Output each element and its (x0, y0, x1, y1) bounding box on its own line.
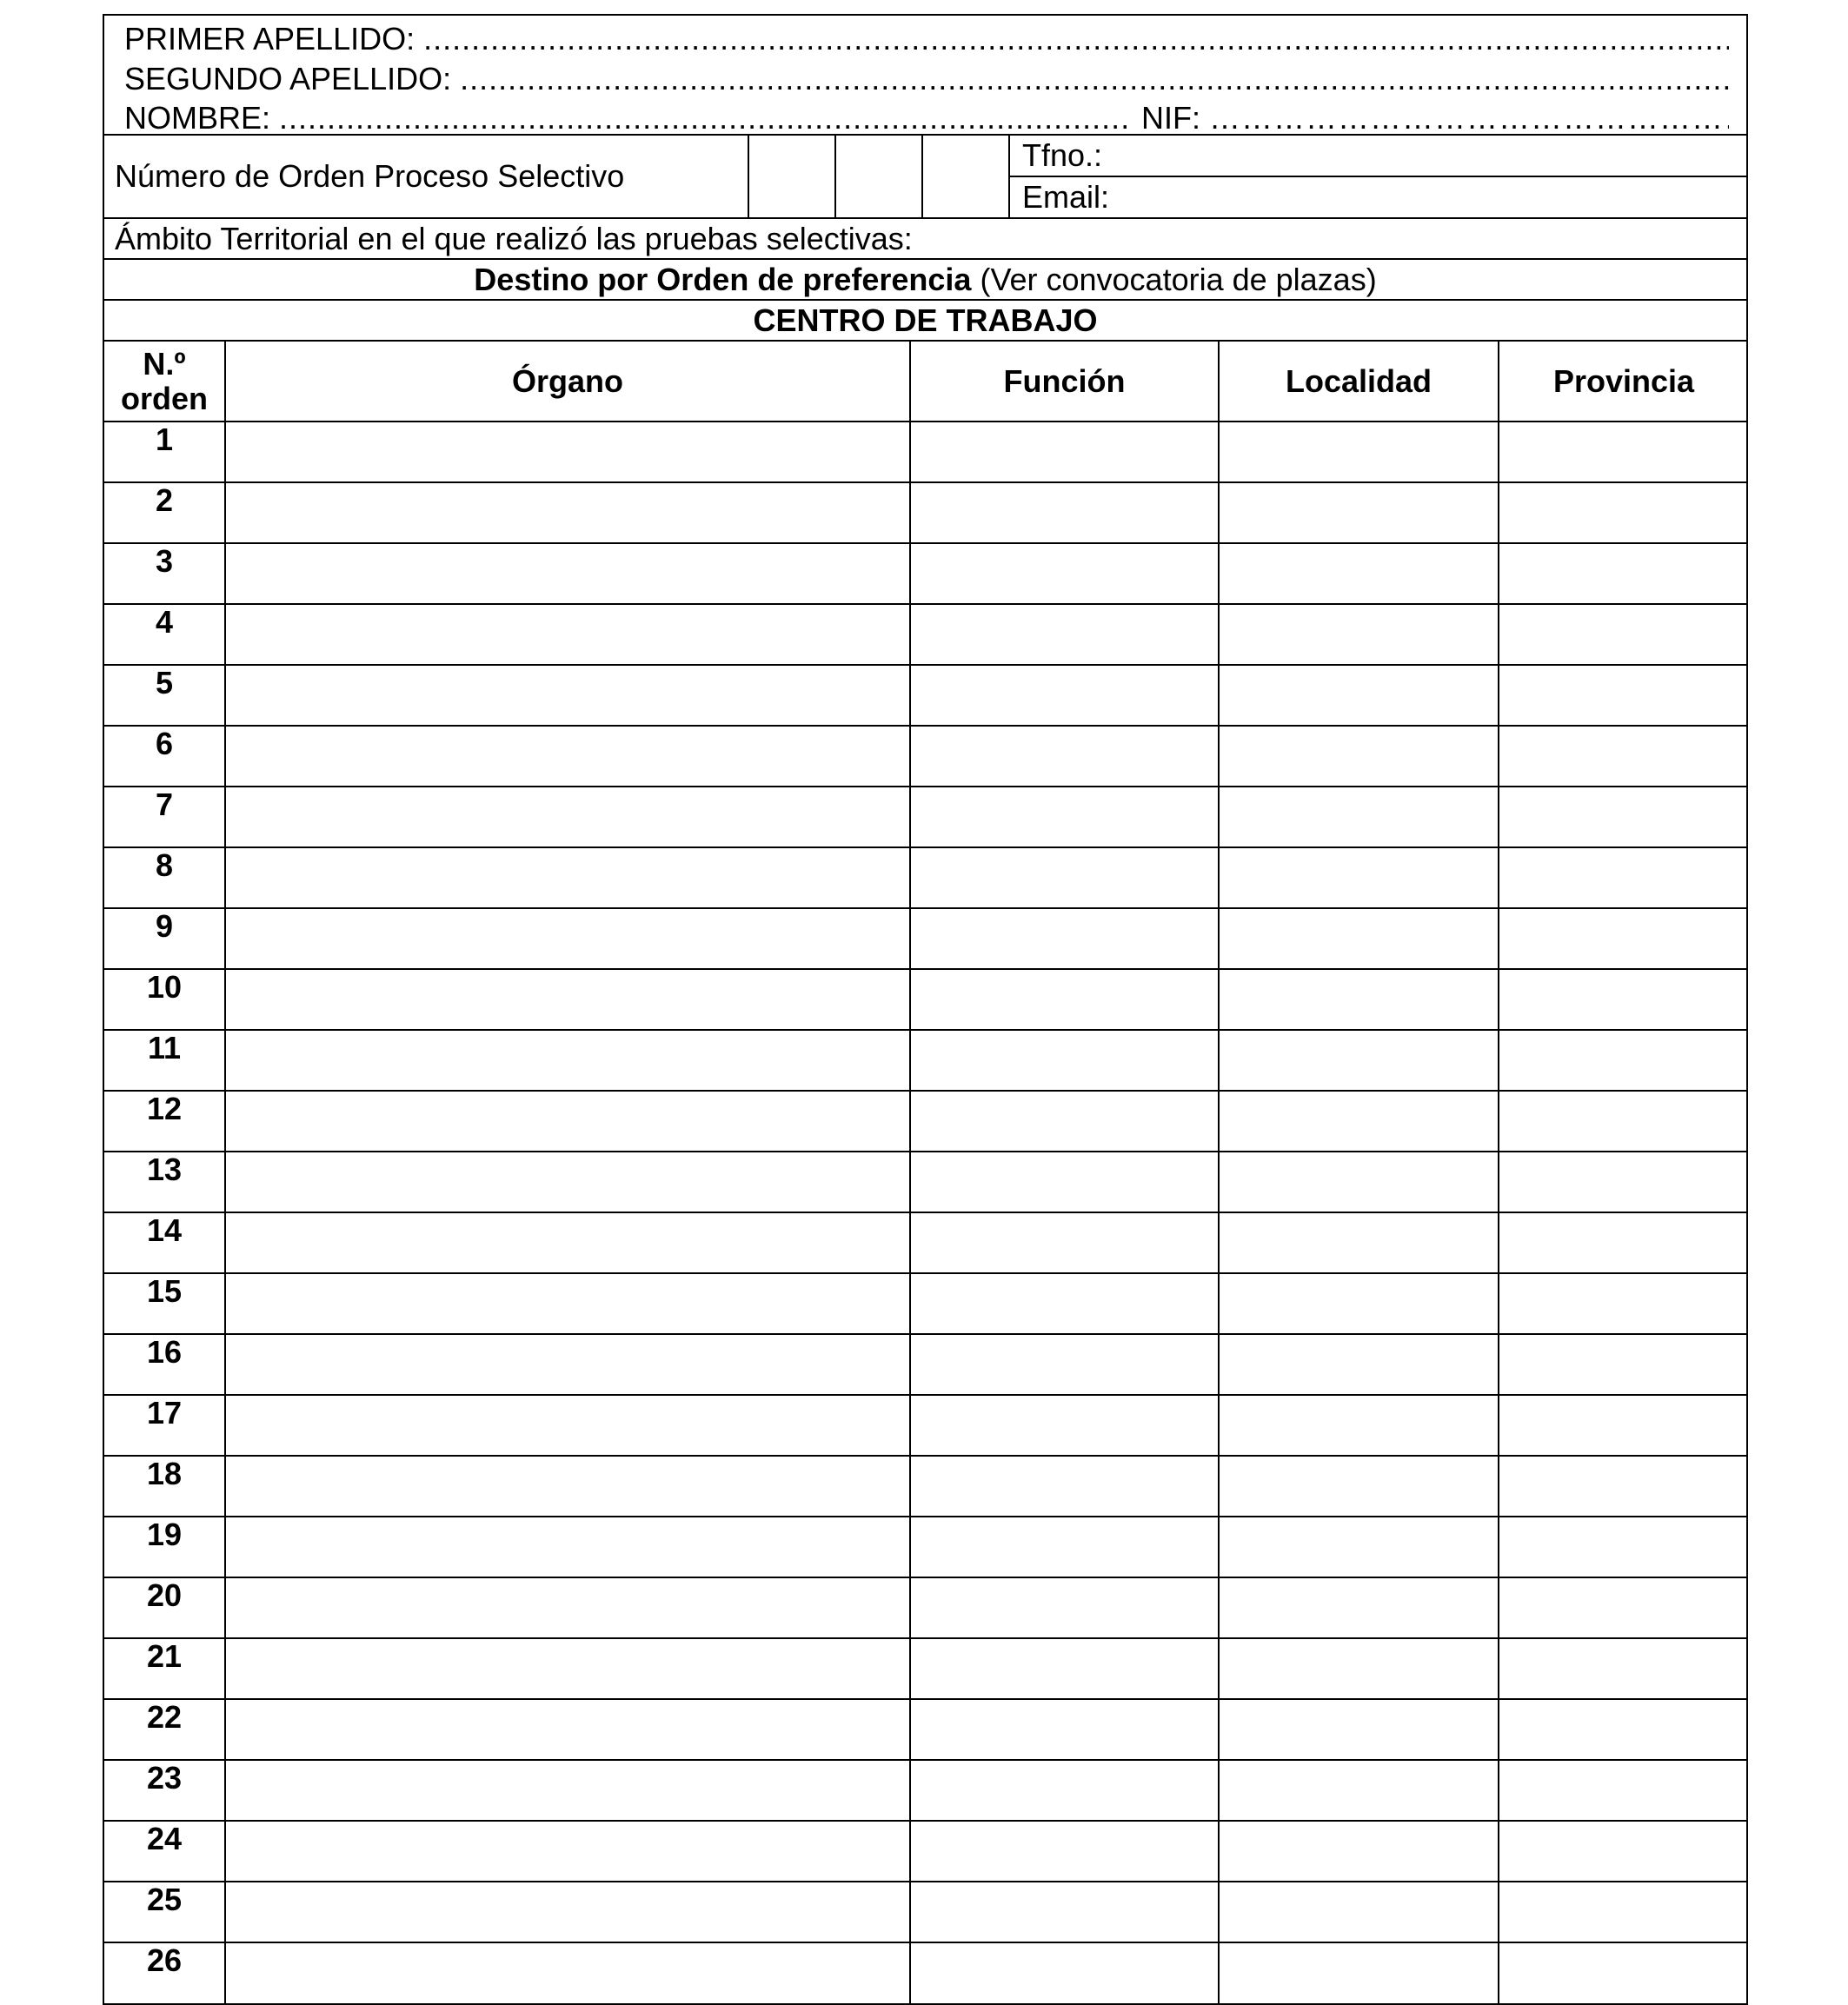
provincia-cell[interactable] (1499, 1577, 1748, 1638)
col-header-localidad: Localidad (1219, 342, 1499, 422)
table-row (104, 1091, 1748, 1152)
row-number: 24 (104, 1821, 225, 1882)
provincia-cell[interactable] (1499, 482, 1748, 543)
row-number: 17 (104, 1395, 225, 1456)
table-row (104, 543, 1748, 604)
table-row (104, 1273, 1748, 1334)
table-row (104, 1152, 1748, 1212)
row-number: 11 (104, 1030, 225, 1091)
organo-cell[interactable] (225, 1091, 910, 1152)
table-header-row (104, 342, 1748, 422)
segundo-apellido-field[interactable] (460, 59, 1729, 99)
destino-heading-note: (Ver convocatoria de plazas) (980, 261, 1377, 297)
funcion-cell[interactable] (910, 1030, 1219, 1091)
organo-cell[interactable] (225, 847, 910, 908)
funcion-cell[interactable] (910, 482, 1219, 543)
segundo-apellido-label: SEGUNDO APELLIDO: (124, 60, 452, 96)
organo-cell[interactable] (225, 1699, 910, 1760)
funcion-cell[interactable] (910, 1882, 1219, 1942)
funcion-cell[interactable] (910, 1334, 1219, 1395)
funcion-cell[interactable] (910, 1638, 1219, 1699)
orden-digit-box-1[interactable] (749, 136, 836, 217)
localidad-cell[interactable] (1219, 1882, 1499, 1942)
localidad-cell[interactable] (1219, 1030, 1499, 1091)
provincia-cell[interactable] (1499, 1882, 1748, 1942)
nombre-field[interactable] (279, 98, 1131, 138)
row-number: 4 (104, 604, 225, 665)
table-row (104, 1638, 1748, 1699)
row-number: 14 (104, 1212, 225, 1273)
funcion-cell[interactable] (910, 665, 1219, 726)
personal-data-block (104, 16, 1746, 136)
localidad-cell[interactable] (1219, 1395, 1499, 1456)
row-number: 3 (104, 543, 225, 604)
nif-label: NIF: (1141, 100, 1201, 136)
funcion-cell[interactable] (910, 1152, 1219, 1212)
localidad-cell[interactable] (1219, 1517, 1499, 1577)
table-row (104, 969, 1748, 1030)
nombre-line (124, 98, 1729, 138)
provincia-cell[interactable] (1499, 604, 1748, 665)
col-header-funcion: Función (910, 342, 1219, 422)
funcion-cell[interactable] (910, 1699, 1219, 1760)
organo-cell[interactable] (225, 1821, 910, 1882)
provincia-cell[interactable] (1499, 1456, 1748, 1517)
provincia-cell[interactable] (1499, 1152, 1748, 1212)
row-number: 10 (104, 969, 225, 1030)
destination-request-form (103, 14, 1748, 2005)
funcion-cell[interactable] (910, 969, 1219, 1030)
localidad-cell[interactable] (1219, 787, 1499, 847)
provincia-cell[interactable] (1499, 1091, 1748, 1152)
funcion-cell[interactable] (910, 908, 1219, 969)
provincia-cell[interactable] (1499, 847, 1748, 908)
row-number: 19 (104, 1517, 225, 1577)
orden-proceso-label: Número de Orden Proceso Selectivo (104, 136, 749, 217)
localidad-cell[interactable] (1219, 726, 1499, 787)
localidad-cell[interactable] (1219, 1699, 1499, 1760)
funcion-cell[interactable] (910, 1273, 1219, 1334)
ambito-territorial-row[interactable] (104, 219, 1746, 260)
organo-cell[interactable] (225, 1273, 910, 1334)
tfno-label: Tfno.: (1022, 137, 1103, 173)
provincia-cell[interactable] (1499, 1638, 1748, 1699)
orden-row (104, 136, 1746, 219)
row-number: 20 (104, 1577, 225, 1638)
organo-cell[interactable] (225, 787, 910, 847)
row-number: 26 (104, 1942, 225, 2003)
organo-cell[interactable] (225, 604, 910, 665)
funcion-cell[interactable] (910, 1212, 1219, 1273)
row-number: 5 (104, 665, 225, 726)
centro-trabajo-heading: CENTRO DE TRABAJO (104, 301, 1746, 342)
row-number: 8 (104, 847, 225, 908)
provincia-cell[interactable] (1499, 969, 1748, 1030)
table-row (104, 1334, 1748, 1395)
ambito-territorial-label: Ámbito Territorial en el que realizó las pruebas selectivas: (115, 220, 913, 256)
row-number: 16 (104, 1334, 225, 1395)
table-row (104, 1821, 1748, 1882)
destino-heading (104, 260, 1746, 301)
table-row (104, 1456, 1748, 1517)
organo-cell[interactable] (225, 1638, 910, 1699)
funcion-cell[interactable] (910, 787, 1219, 847)
nif-field[interactable] (1209, 98, 1729, 138)
provincia-cell[interactable] (1499, 1395, 1748, 1456)
localidad-cell[interactable] (1219, 1152, 1499, 1212)
primer-apellido-field[interactable] (423, 19, 1729, 59)
segundo-apellido-line (124, 59, 1729, 99)
localidad-cell[interactable] (1219, 1212, 1499, 1273)
organo-cell[interactable] (225, 1577, 910, 1638)
row-number: 13 (104, 1152, 225, 1212)
row-number: 2 (104, 482, 225, 543)
localidad-cell[interactable] (1219, 665, 1499, 726)
table-row (104, 1030, 1748, 1091)
organo-cell[interactable] (225, 969, 910, 1030)
organo-cell[interactable] (225, 726, 910, 787)
localidad-cell[interactable] (1219, 847, 1499, 908)
localidad-cell[interactable] (1219, 1760, 1499, 1821)
organo-cell[interactable] (225, 908, 910, 969)
orden-digit-box-2[interactable] (836, 136, 923, 217)
col-header-numero-line1: N.º (143, 345, 186, 382)
destino-heading-bold: Destino por Orden de preferencia (474, 261, 972, 297)
provincia-cell[interactable] (1499, 1334, 1748, 1395)
primer-apellido-line (124, 19, 1729, 59)
col-header-organo: Órgano (225, 342, 910, 422)
col-header-numero-line2: orden (120, 380, 208, 416)
table-row (104, 1395, 1748, 1456)
localidad-cell[interactable] (1219, 604, 1499, 665)
provincia-cell[interactable] (1499, 1030, 1748, 1091)
col-header-provincia: Provincia (1499, 342, 1748, 422)
table-row (104, 1577, 1748, 1638)
localidad-cell[interactable] (1219, 1091, 1499, 1152)
provincia-cell[interactable] (1499, 543, 1748, 604)
localidad-cell[interactable] (1219, 1456, 1499, 1517)
localidad-cell[interactable] (1219, 1334, 1499, 1395)
funcion-cell[interactable] (910, 1395, 1219, 1456)
localidad-cell[interactable] (1219, 1273, 1499, 1334)
provincia-cell[interactable] (1499, 1212, 1748, 1273)
provincia-cell[interactable] (1499, 1760, 1748, 1821)
table-body (104, 422, 1748, 2003)
provincia-cell[interactable] (1499, 787, 1748, 847)
funcion-cell[interactable] (910, 1942, 1219, 2003)
row-number: 25 (104, 1882, 225, 1942)
funcion-cell[interactable] (910, 1821, 1219, 1882)
preferences-table (104, 342, 1748, 2003)
table-row (104, 1517, 1748, 1577)
row-number: 7 (104, 787, 225, 847)
organo-cell[interactable] (225, 1882, 910, 1942)
localidad-cell[interactable] (1219, 908, 1499, 969)
provincia-cell[interactable] (1499, 1942, 1748, 2003)
col-header-numero-orden (104, 342, 225, 422)
organo-cell[interactable] (225, 1334, 910, 1395)
email-field[interactable] (1010, 177, 1746, 217)
organo-cell[interactable] (225, 1212, 910, 1273)
table-row (104, 665, 1748, 726)
table-row (104, 1212, 1748, 1273)
row-number: 12 (104, 1091, 225, 1152)
table-row (104, 847, 1748, 908)
table-row (104, 787, 1748, 847)
funcion-cell[interactable] (910, 1091, 1219, 1152)
row-number: 9 (104, 908, 225, 969)
organo-cell[interactable] (225, 1760, 910, 1821)
table-row (104, 908, 1748, 969)
funcion-cell[interactable] (910, 1577, 1219, 1638)
row-number: 18 (104, 1456, 225, 1517)
primer-apellido-label: PRIMER APELLIDO: (124, 21, 415, 56)
provincia-cell[interactable] (1499, 422, 1748, 482)
row-number: 1 (104, 422, 225, 482)
funcion-cell[interactable] (910, 1517, 1219, 1577)
row-number: 21 (104, 1638, 225, 1699)
contact-block (1010, 136, 1746, 217)
provincia-cell[interactable] (1499, 1517, 1748, 1577)
table-row (104, 1699, 1748, 1760)
organo-cell[interactable] (225, 1395, 910, 1456)
funcion-cell[interactable] (910, 604, 1219, 665)
organo-cell[interactable] (225, 1517, 910, 1577)
localidad-cell[interactable] (1219, 1942, 1499, 2003)
provincia-cell[interactable] (1499, 1699, 1748, 1760)
localidad-cell[interactable] (1219, 1577, 1499, 1638)
funcion-cell[interactable] (910, 726, 1219, 787)
email-label: Email: (1022, 179, 1110, 215)
row-number: 23 (104, 1760, 225, 1821)
tfno-field[interactable] (1010, 136, 1746, 177)
funcion-cell[interactable] (910, 1456, 1219, 1517)
table-row (104, 1760, 1748, 1821)
provincia-cell[interactable] (1499, 665, 1748, 726)
row-number: 6 (104, 726, 225, 787)
localidad-cell[interactable] (1219, 1638, 1499, 1699)
provincia-cell[interactable] (1499, 726, 1748, 787)
organo-cell[interactable] (225, 1942, 910, 2003)
table-row (104, 1942, 1748, 2003)
table-row (104, 1882, 1748, 1942)
table-row (104, 726, 1748, 787)
row-number: 15 (104, 1273, 225, 1334)
nombre-label: NOMBRE: (124, 100, 271, 136)
localidad-cell[interactable] (1219, 969, 1499, 1030)
provincia-cell[interactable] (1499, 1821, 1748, 1882)
organo-cell[interactable] (225, 543, 910, 604)
localidad-cell[interactable] (1219, 543, 1499, 604)
table-row (104, 422, 1748, 482)
organo-cell[interactable] (225, 1152, 910, 1212)
organo-cell[interactable] (225, 1030, 910, 1091)
row-number: 22 (104, 1699, 225, 1760)
organo-cell[interactable] (225, 665, 910, 726)
provincia-cell[interactable] (1499, 1273, 1748, 1334)
organo-cell[interactable] (225, 482, 910, 543)
funcion-cell[interactable] (910, 543, 1219, 604)
funcion-cell[interactable] (910, 422, 1219, 482)
localidad-cell[interactable] (1219, 422, 1499, 482)
funcion-cell[interactable] (910, 847, 1219, 908)
table-row (104, 482, 1748, 543)
localidad-cell[interactable] (1219, 1821, 1499, 1882)
provincia-cell[interactable] (1499, 908, 1748, 969)
organo-cell[interactable] (225, 422, 910, 482)
localidad-cell[interactable] (1219, 482, 1499, 543)
table-row (104, 604, 1748, 665)
organo-cell[interactable] (225, 1456, 910, 1517)
funcion-cell[interactable] (910, 1760, 1219, 1821)
orden-digit-box-3[interactable] (923, 136, 1010, 217)
